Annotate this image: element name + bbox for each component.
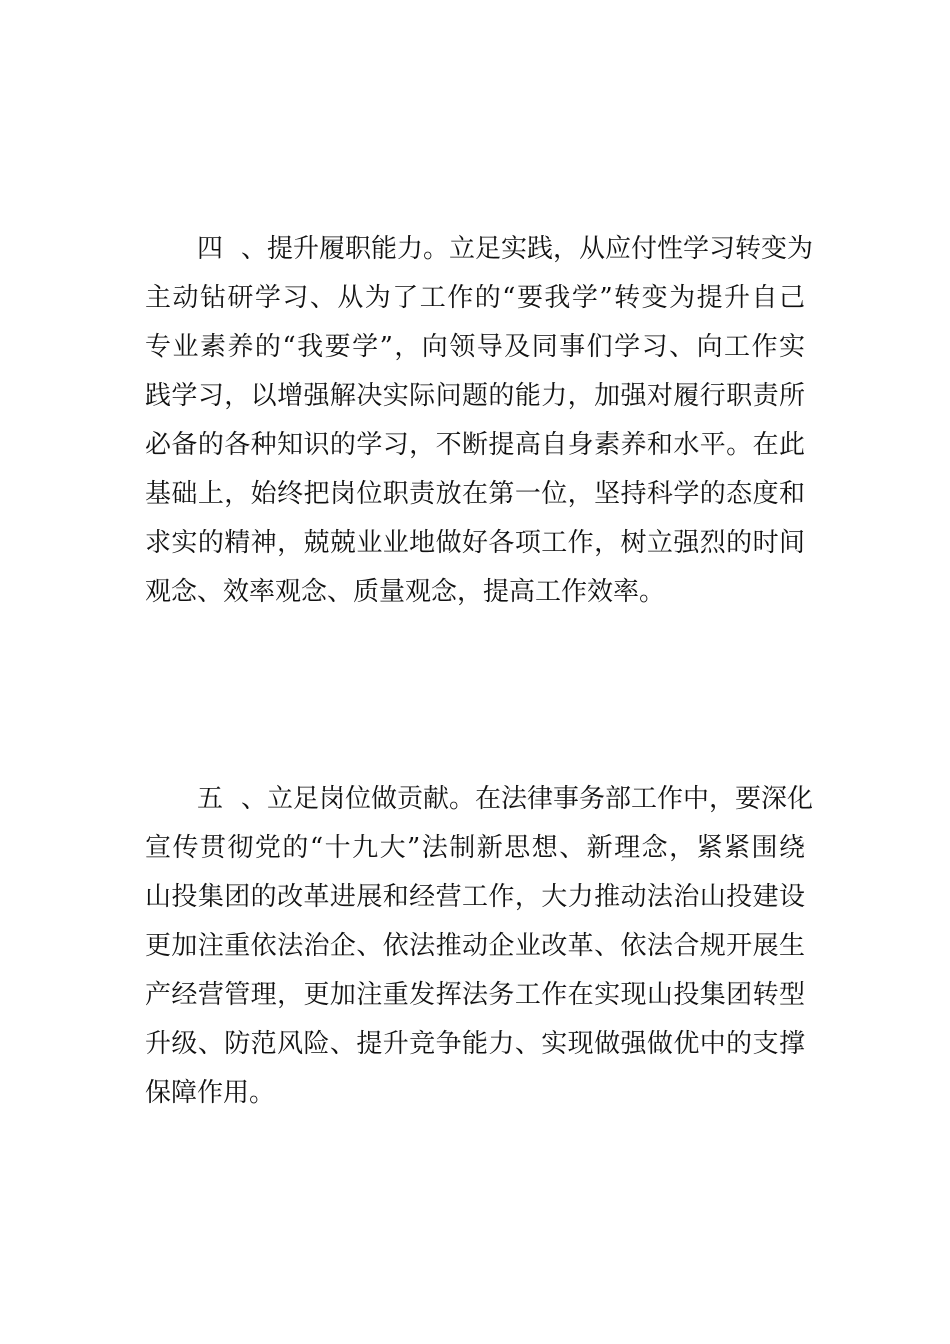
paragraph-line: 主动钻研学习、从为了工作的“要我学”转变为提升自己	[145, 283, 805, 313]
paragraph-line: 宣传贯彻党的“十九大”法制新思想、新理念，紧紧围绕	[145, 833, 805, 863]
paragraph-line: 践学习，以增强解决实际问题的能力，加强对履行职责所	[145, 381, 805, 411]
paragraph-line: 更加注重依法治企、依法推动企业改革、依法合规开展生	[145, 931, 805, 961]
section-five-paragraph	[145, 775, 814, 1118]
paragraph-line: 四、提升履职能力。立足实践，从应付性学习转变为	[145, 225, 805, 274]
paragraph-line: 必备的各种知识的学习，不断提高自身素养和水平。在此	[145, 430, 805, 460]
paragraph-line: 升级、防范风险、提升竞争能力、实现做强做优中的支撑	[145, 1029, 805, 1059]
paragraph-line: 专业素养的“我要学”，向领导及同事们学习、向工作实	[145, 332, 805, 362]
paragraph-line: 观念、效率观念、质量观念，提高工作效率。	[145, 577, 666, 607]
section-number: 五、	[197, 784, 267, 814]
paragraph-line: 基础上，始终把岗位职责放在第一位，坚持科学的态度和	[145, 479, 805, 509]
paragraph-line: 五、立足岗位做贡献。在法律事务部工作中，要深化	[145, 775, 805, 824]
paragraph-line: 山投集团的改革进展和经营工作，大力推动法治山投建设	[145, 882, 805, 912]
paragraph-line: 产经营管理，更加注重发挥法务工作在实现山投集团转型	[145, 980, 805, 1010]
paragraph-line: 保障作用。	[145, 1078, 276, 1108]
section-number: 四、	[197, 234, 267, 264]
section-four-paragraph	[145, 225, 814, 617]
paragraph-line: 求实的精神，兢兢业业地做好各项工作，树立强烈的时间	[145, 528, 805, 558]
